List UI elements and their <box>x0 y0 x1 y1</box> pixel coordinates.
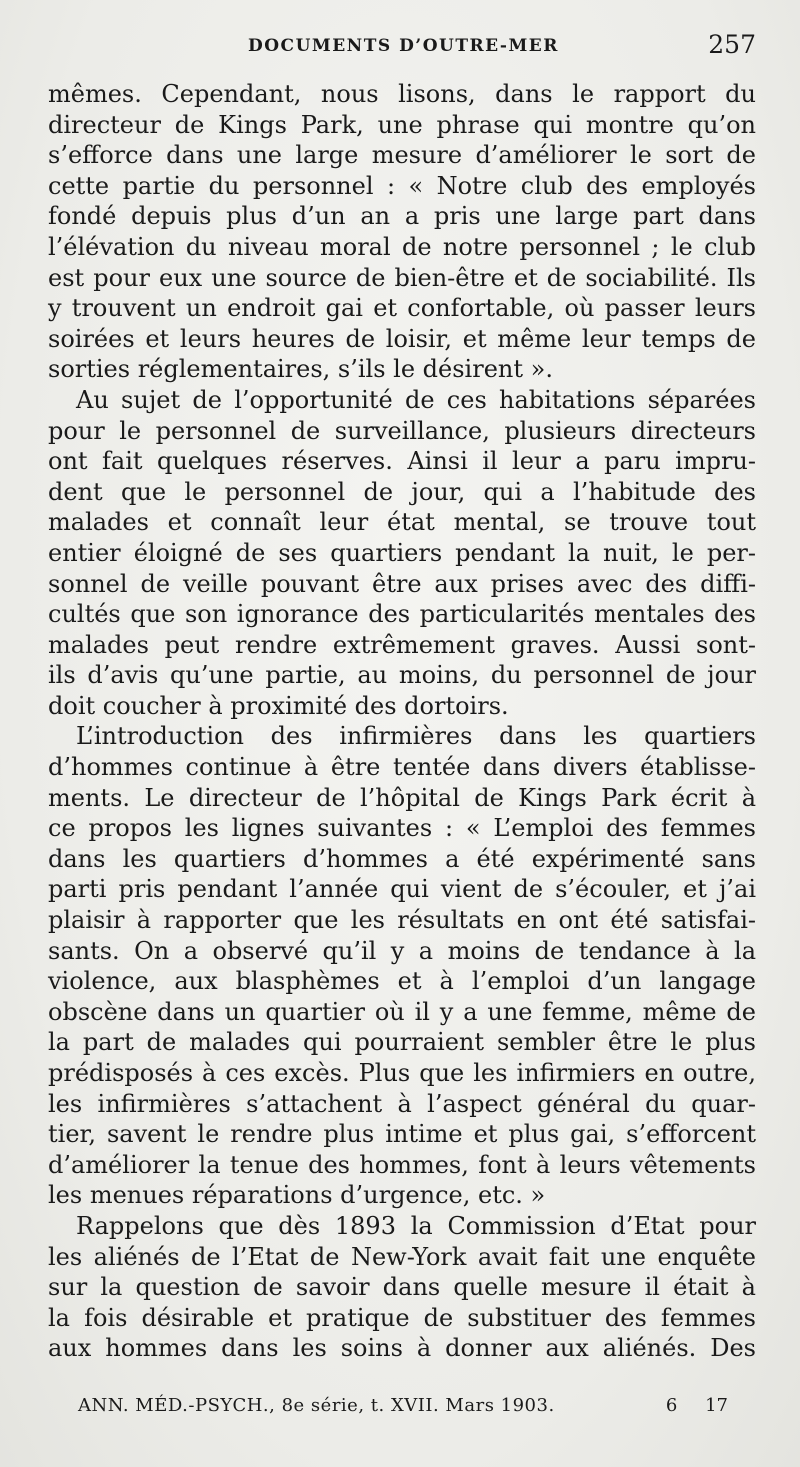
page-footer <box>78 1395 728 1425</box>
text-line: entier éloigné de ses quartiers pendant la nuit, le per- <box>48 538 756 567</box>
text-line: ont fait quelques réserves. Ainsi il leur a paru impru- <box>48 447 756 476</box>
text-line: l’élévation du niveau moral de notre personnel ; le club <box>48 232 756 261</box>
text-line: y trouvent un endroit gai et confortable, où passer leurs <box>48 294 756 323</box>
text-line: parti pris pendant l’année qui vient de s’écouler, et j’ai <box>48 875 756 904</box>
running-head <box>48 30 756 70</box>
footer-citation: ANN. MÉD.-PSYCH., 8e série, t. XVII. Mars 1903. <box>78 1395 555 1416</box>
text-line: L’introduction des infirmières dans les quartiers <box>76 722 756 751</box>
text-line: ments. Le directeur de l’hôpital de Kings Park écrit à <box>48 783 756 812</box>
text-line: sorties réglementaires, s’ils le désirent ». <box>48 355 553 384</box>
text-line: mêmes. Cependant, nous lisons, dans le rapport du <box>48 80 756 108</box>
text-line: ils d’avis qu’une partie, au moins, du personnel de jour <box>48 661 756 690</box>
text-line: d’améliorer la tenue des hommes, font à leurs vêtements <box>48 1150 756 1179</box>
text-line: malades peut rendre extrêmement graves. Aussi sont- <box>48 630 756 659</box>
text-line: plaisir à rapporter que les résultats en ont été satisfai- <box>48 906 756 935</box>
text-line: dent que le personnel de jour, qui a l’habitude des <box>48 477 756 506</box>
text-line: soirées et leurs heures de loisir, et même leur temps de <box>48 324 756 353</box>
text-line: les menues réparations d’urgence, etc. » <box>48 1181 546 1210</box>
text-line: fondé depuis plus d’un an a pris une large part dans <box>48 202 756 231</box>
text-line: sants. On a observé qu’il y a moins de tendance à la <box>48 936 756 965</box>
text-line: la part de malades qui pourraient sembler être le plus <box>48 1028 756 1057</box>
text-line: les infirmières s’attachent à l’aspect général du quar- <box>48 1089 756 1118</box>
text-line: violence, aux blasphèmes et à l’emploi d’un langage <box>48 967 756 996</box>
text-line: doit coucher à proximité des dortoirs. <box>48 691 509 720</box>
text-line: aux hommes dans les soins à donner aux aliénés. Des <box>48 1334 756 1363</box>
page-number: 257 <box>708 30 756 59</box>
text-line: directeur de Kings Park, une phrase qui montre qu’on <box>48 110 756 139</box>
text-line: ce propos les lignes suivantes : « L’emploi des femmes <box>48 814 756 843</box>
text-line: Au sujet de l’opportunité de ces habitations séparées <box>76 385 756 414</box>
signature-mark: 6 17 <box>665 1395 728 1416</box>
text-line: sonnel de veille pouvant être aux prises avec des diffi- <box>48 569 756 598</box>
text-line: la fois désirable et pratique de substituer des femmes <box>48 1303 756 1332</box>
text-line: dans les quartiers d’hommes a été expérimenté sans <box>48 844 756 873</box>
text-line: Rappelons que dès 1893 la Commission d’Etat pour <box>76 1211 756 1240</box>
text-line: est pour eux une source de bien-être et de sociabilité. Ils <box>48 263 756 292</box>
text-line: les aliénés de l’Etat de New-York avait fait une enquête <box>48 1242 756 1271</box>
text-line: obscène dans un quartier où il y a une femme, même de <box>48 997 756 1026</box>
body-text <box>48 79 756 1364</box>
text-line: prédisposés à ces excès. Plus que les infirmiers en outre, <box>48 1059 756 1087</box>
text-line: pour le personnel de surveillance, plusieurs directeurs <box>48 416 756 445</box>
text-line: s’efforce dans une large mesure d’améliorer le sort de <box>48 141 756 170</box>
running-title: DOCUMENTS D’OUTRE-MER <box>248 36 559 56</box>
text-line: sur la question de savoir dans quelle mesure il était à <box>48 1273 756 1302</box>
text-line: cultés que son ignorance des particularités mentales des <box>48 600 756 629</box>
text-line: d’hommes continue à être tentée dans divers établisse- <box>48 753 756 782</box>
text-line: tier, savent le rendre plus intime et plus gai, s’efforcent <box>48 1120 756 1149</box>
text-line: cette partie du personnel : « Notre club des employés <box>48 171 756 200</box>
text-line: malades et connaît leur état mental, se trouve tout <box>48 508 756 537</box>
